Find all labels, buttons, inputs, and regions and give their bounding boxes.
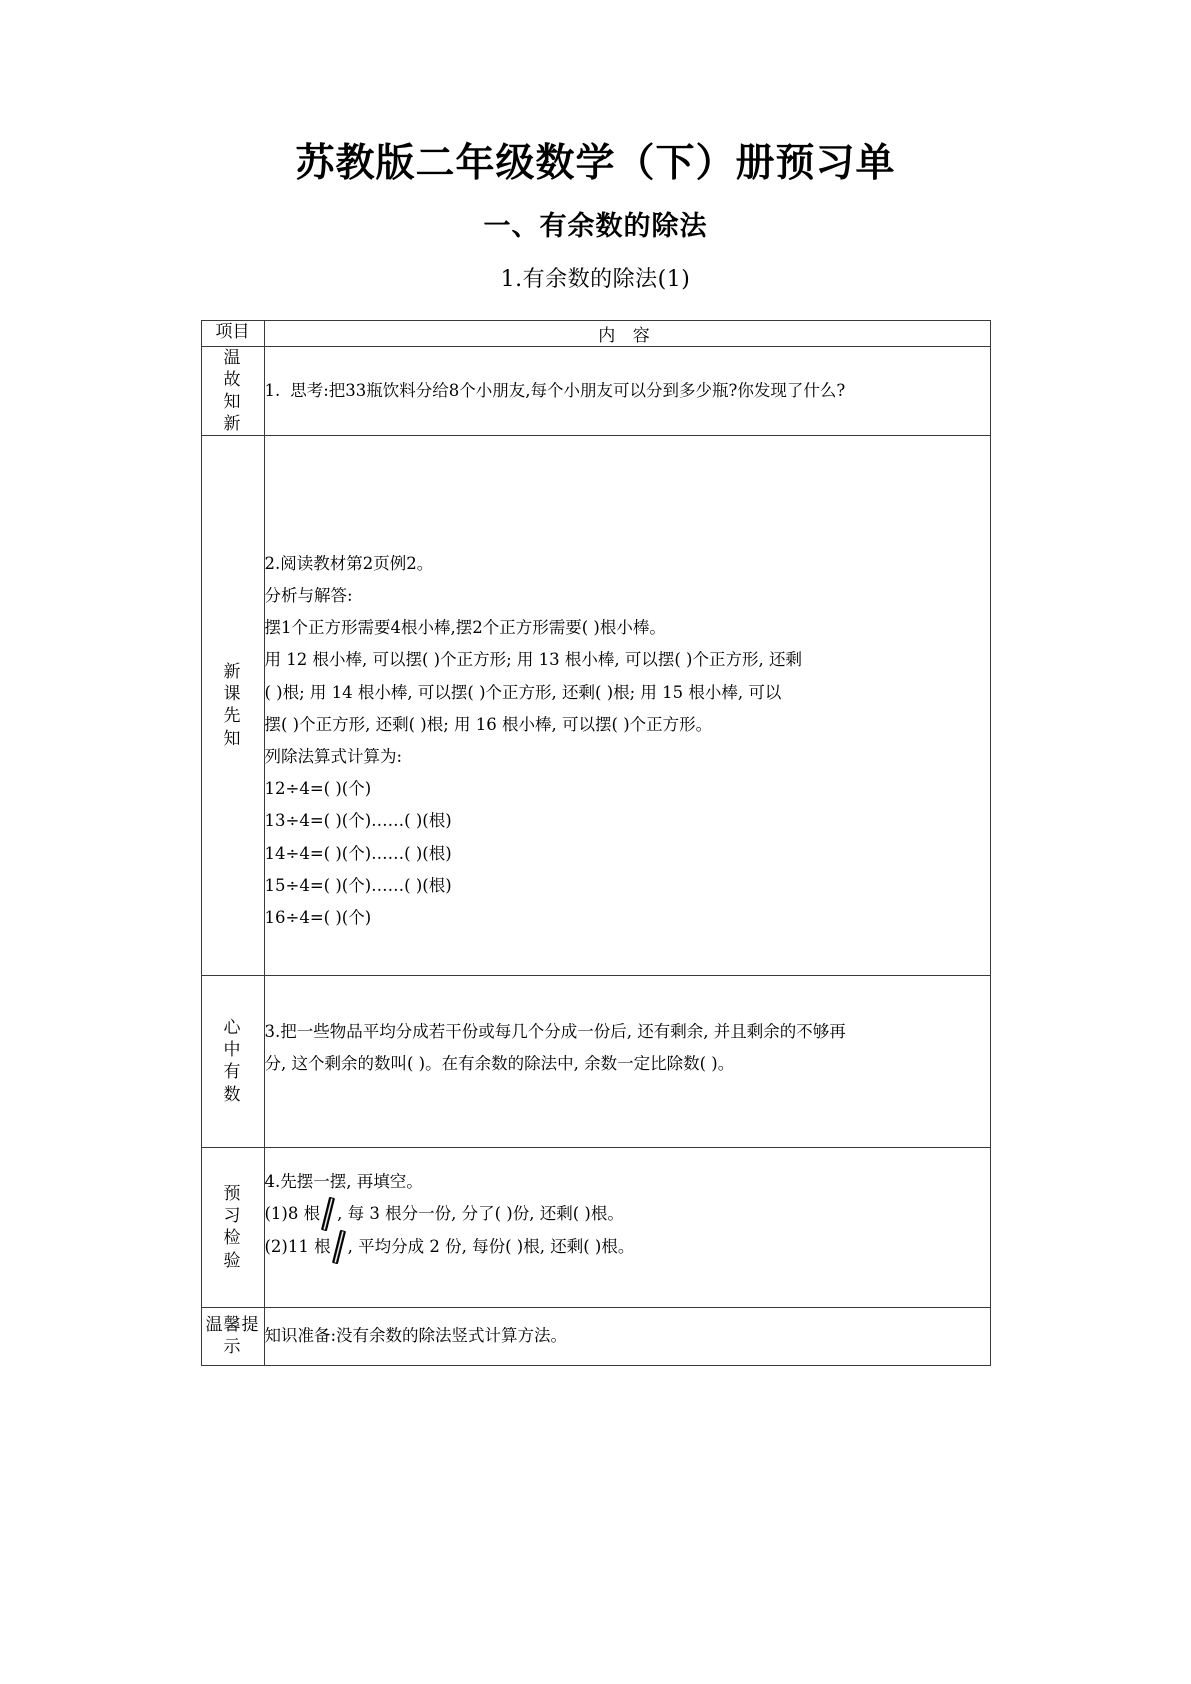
table-row (201, 435, 990, 975)
header-content: 内 容 (264, 320, 990, 346)
row-content-know (264, 975, 990, 1147)
row-label-text: 温馨提示 (205, 1315, 260, 1358)
row-label-review (201, 346, 264, 435)
equation-line: 15÷4=( )(个)……( )(根) (264, 875, 452, 895)
equation-line: 12÷4=( )(个) (264, 779, 372, 799)
concept-line-2: 分, 这个剩余的数叫( )。在有余数的除法中, 余数一定比除数( )。 (264, 1054, 735, 1074)
preview-sheet (201, 294, 991, 1366)
row-label-new (201, 435, 264, 975)
row-label-text: 预习检验 (223, 1184, 242, 1271)
equation-line: 13÷4=( )(个)……( )(根) (264, 811, 452, 831)
row-label-text: 心中有数 (223, 1018, 242, 1105)
question-text: 思考:把33瓶饮料分给8个小朋友,每个小朋友可以分到多少瓶?你发现了什么? (290, 380, 846, 400)
row-label-check (201, 1147, 264, 1307)
equation-intro: 列除法算式计算为: (264, 746, 403, 766)
row-label-tip (201, 1307, 264, 1365)
row-content-new (264, 435, 990, 975)
top-spacer (265, 1148, 990, 1166)
unit-title: 一、有余数的除法 (483, 210, 708, 242)
row-content-review (264, 346, 990, 435)
table-row (201, 346, 990, 435)
exercise-intro: 4.先摆一摆, 再填空。 (264, 1171, 423, 1191)
table-header-row (201, 320, 990, 346)
lesson-title: 1.有余数的除法(1) (500, 267, 691, 293)
row-content-check (264, 1147, 990, 1307)
top-spacer (265, 976, 990, 1016)
worksheet-table (201, 320, 991, 1366)
tip-text: 知识准备:没有余数的除法竖式计算方法。 (264, 1326, 568, 1346)
reading-line: 2.阅读教材第2页例2。 (264, 553, 434, 573)
fill-line-1: 摆1个正方形需要4根小棒,摆2个正方形需要( )根小棒。 (264, 618, 666, 638)
exercise-line-2 (265, 1231, 990, 1264)
stick-icon (331, 1234, 347, 1264)
row-label-text: 温故知新 (223, 347, 242, 434)
exercise-line-1 (265, 1198, 990, 1231)
row-content-tip (264, 1307, 990, 1365)
row-label-know (201, 975, 264, 1147)
question-line (265, 375, 990, 407)
page-title: 苏教版二年级数学（下）册预习单 (295, 140, 896, 186)
fill-line-2: 用 12 根小棒, 可以摆( )个正方形; 用 13 根小棒, 可以摆( )个正方形, 还剩 (264, 650, 802, 670)
table-row (201, 1147, 990, 1307)
exercise-suffix-1: , 每 3 根分一份, 分了( )份, 还剩( )根。 (337, 1204, 624, 1224)
concept-line-1: 3.把一些物品平均分成若干份或每几个分成一份后, 还有剩余, 并且剩余的不够再 (264, 1021, 846, 1041)
top-spacer (265, 436, 990, 548)
exercise-prefix-1: (1)8 根 (264, 1204, 321, 1224)
row-label-text: 新课先知 (223, 662, 242, 749)
exercise-prefix-2: (2)11 根 (264, 1237, 331, 1257)
analysis-label: 分析与解答: (264, 586, 353, 606)
exercise-suffix-2: , 平均分成 2 份, 每份( )根, 还剩( )根。 (347, 1237, 635, 1257)
question-number: 1. (264, 380, 281, 400)
fill-line-4: 摆( )个正方形, 还剩( )根; 用 16 根小棒, 可以摆( )个正方形。 (264, 714, 713, 734)
equation-line: 14÷4=( )(个)……( )(根) (264, 843, 452, 863)
fill-line-3: ( )根; 用 14 根小棒, 可以摆( )个正方形, 还剩( )根; 用 15 根小棒, 可以 (264, 682, 782, 702)
table-row (201, 1307, 990, 1365)
header-item: 项目 (201, 320, 264, 346)
stick-icon (320, 1201, 336, 1231)
table-row (201, 975, 990, 1147)
equation-line: 16÷4=( )(个) (264, 907, 372, 927)
